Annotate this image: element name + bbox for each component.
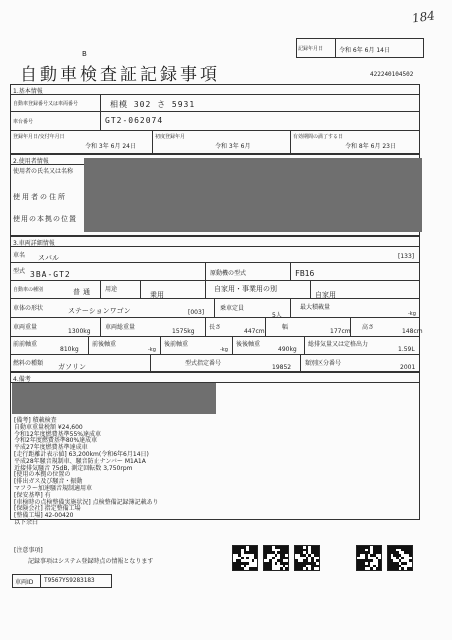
- vehicle-id-value: T9567YS9283183: [44, 577, 95, 584]
- qr-module: [300, 567, 303, 570]
- qr-module: [285, 567, 288, 570]
- handwritten-mark: 184: [411, 8, 436, 26]
- qr-module: [357, 554, 360, 557]
- qr-module: [285, 562, 288, 565]
- reg-date-value: 令和 3年 6月 24日: [85, 143, 136, 150]
- qr-module: [316, 565, 319, 568]
- vehicle-id-label: 車両ID: [15, 579, 34, 586]
- plate-label: 自動車登録番号又は車両番号: [13, 101, 79, 107]
- section-basic-title: 1.基本情報: [13, 88, 43, 95]
- notes-line: マフラー加速騒音規制適用車: [14, 484, 93, 492]
- first-reg-label: 初度登録年月: [155, 134, 186, 140]
- qr-module: [316, 554, 319, 557]
- model-value: 3BA-GT2: [30, 270, 71, 279]
- qr-module: [409, 554, 412, 557]
- section-notes-title: 4.備考: [13, 376, 31, 383]
- user-base-label: 使用の本拠の位置: [13, 215, 77, 223]
- qr-code-4: [356, 545, 382, 571]
- qr-module: [252, 559, 255, 562]
- qr-module: [311, 567, 314, 570]
- qr-module: [316, 559, 319, 562]
- qr-module: [409, 559, 412, 562]
- notes-line: [排出ガス及び騒音・振動: [14, 478, 83, 486]
- record-date-label: 記録年月日: [298, 46, 324, 52]
- notice-label: [注意事項]: [14, 547, 43, 554]
- notes-line: [使用の本拠の位置の: [14, 471, 71, 479]
- shape-value: ステーションワゴン: [68, 307, 131, 315]
- qr-module: [401, 567, 404, 570]
- qr-module: [404, 562, 407, 565]
- shape-code: [003]: [188, 309, 205, 316]
- qr-module: [241, 557, 244, 560]
- notes-line: 近接排気騒音 75dB, 測定回転数 3,750rpm: [14, 464, 133, 472]
- redacted-notes: [12, 383, 216, 414]
- qr-module: [246, 562, 249, 565]
- qr-module: [370, 559, 373, 562]
- section-vehicle-title: 3.車両詳細情報: [13, 240, 55, 247]
- width-label: 幅: [282, 324, 289, 331]
- qr-module: [378, 567, 381, 570]
- model-label: 型式: [13, 268, 26, 275]
- rr-axle-value: 490kg: [278, 346, 297, 353]
- b-mark: B: [82, 50, 87, 58]
- notes-line: [整備工場] 42-00420: [14, 512, 74, 520]
- qr-module: [378, 551, 381, 554]
- qr-module: [306, 567, 309, 570]
- first-reg-value: 令和 3年 6月: [215, 143, 251, 150]
- displacement-label: 総排気量又は定格出力: [308, 341, 369, 348]
- qr-module: [396, 567, 399, 570]
- plate-value: 相模 302 さ 5931: [110, 100, 196, 109]
- notes-line: 以下余白: [14, 518, 39, 526]
- qr-code-5: [387, 545, 413, 571]
- qr-module: [285, 551, 288, 554]
- qr-module: [241, 567, 244, 570]
- class-number-value: 2001: [400, 364, 416, 371]
- width-value: 177cm: [330, 328, 351, 335]
- fr-axle-label: 前後軸重: [92, 341, 117, 348]
- fuel-label: 燃料の種類: [13, 360, 44, 367]
- expiry-label: 有効期間の満了する日: [293, 134, 344, 140]
- document-number: 422240104502: [370, 71, 414, 78]
- length-value: 447cm: [244, 328, 265, 335]
- engine-value: FB16: [295, 269, 315, 278]
- rr-axle-label: 後後軸重: [236, 341, 261, 348]
- page-title: 自動車検査証記録事項: [20, 65, 220, 85]
- displacement-value: 1.59L: [398, 346, 415, 353]
- notice-text: 記録事項はシステム登録時点の情報となります: [28, 558, 154, 565]
- qr-module: [285, 557, 288, 560]
- gross-label: 車両総重量: [105, 324, 136, 331]
- qr-module: [254, 567, 257, 570]
- qr-module: [280, 567, 283, 570]
- notes-line: [保安基準] 有: [14, 491, 51, 499]
- notes-line: 平成27年度燃費基準達成車: [14, 444, 88, 452]
- qr-module: [401, 557, 404, 560]
- expiry-value: 令和 8年 6月 23日: [345, 143, 396, 150]
- notes-line: [保険会社] 指定整備工場: [14, 505, 81, 513]
- kind-label: 自動車の種別: [13, 287, 44, 293]
- business-value: 自家用: [315, 291, 336, 299]
- weight-label: 車両重量: [13, 324, 38, 331]
- ff-axle-label: 前前軸重: [13, 341, 38, 348]
- qr-module: [272, 557, 275, 560]
- chassis-label: 車台番号: [13, 119, 34, 125]
- engine-label: 原動機の型式: [210, 270, 247, 277]
- section-user-title: 2.使用者情報: [13, 158, 49, 165]
- notes-line: 令和2年度燃費基準80%達成車: [14, 437, 98, 445]
- qr-module: [275, 562, 278, 565]
- qr-code-3: [294, 545, 320, 571]
- fuel-value: ガソリン: [58, 363, 86, 371]
- business-label: 自家用・事業用の別: [214, 285, 277, 293]
- rf-axle-value: -kg: [220, 347, 228, 353]
- maxload-label: 最大積載量: [300, 304, 331, 311]
- capacity-value: 5人: [272, 312, 282, 319]
- qr-module: [362, 567, 365, 570]
- height-value: 148cm: [402, 328, 423, 335]
- notes-line: [備考] 積載検査: [14, 417, 57, 424]
- fr-axle-value: -kg: [148, 347, 156, 353]
- record-date-value: 令和 6年 6月 14日: [339, 47, 390, 54]
- user-address-label: 使用者の住所: [13, 193, 67, 201]
- qr-code-2: [263, 545, 289, 571]
- notes-line: 自動車重量税額 ¥24,600: [14, 423, 83, 431]
- user-name-label: 使用者の氏名又は名称: [13, 168, 74, 175]
- weight-value: 1300kg: [68, 328, 91, 335]
- use-label: 用途: [105, 286, 118, 293]
- qr-module: [409, 567, 412, 570]
- type-number-label: 型式指定番号: [185, 360, 222, 367]
- shape-label: 車体の形状: [13, 305, 44, 312]
- capacity-label: 乗車定員: [220, 305, 245, 312]
- rf-axle-label: 後前軸重: [164, 341, 189, 348]
- qr-module: [269, 567, 272, 570]
- notes-line: [車検時の点検整備実施状況] 点検整備記録簿記載あり: [14, 498, 159, 506]
- qr-module: [264, 557, 267, 560]
- notes-line: 平成28年騒音規制車、騒音防止ナンバー M1A1A: [14, 457, 146, 465]
- class-number-label: 類別区分番号: [305, 360, 342, 367]
- length-label: 長さ: [209, 324, 222, 331]
- type-number-value: 19852: [272, 364, 292, 371]
- maker-label: 車名: [13, 252, 26, 259]
- qr-module: [275, 554, 278, 557]
- reg-date-label: 登録年月日/交付年月日: [13, 134, 65, 140]
- height-label: 高さ: [362, 324, 375, 331]
- kind-value: 普通: [73, 288, 93, 296]
- use-value: 乗用: [150, 291, 164, 299]
- qr-module: [244, 565, 247, 568]
- qr-module: [254, 557, 257, 560]
- notes-line: 令和12年度燃費基準55%達成車: [14, 430, 101, 438]
- redacted-user-info: [84, 158, 422, 232]
- gross-value: 1575kg: [172, 328, 195, 335]
- qr-module: [370, 567, 373, 570]
- maker-code: [133]: [398, 253, 415, 260]
- maxload-value: -kg: [408, 311, 416, 317]
- notes-line: [走行距離計表示値] 63,200km(令和6年6月14日): [14, 450, 149, 458]
- chassis-value: GT2-062074: [105, 116, 164, 125]
- qr-module: [246, 557, 249, 560]
- ff-axle-value: 810kg: [60, 346, 79, 353]
- maker-value: スバル: [38, 254, 59, 262]
- qr-code-1: [232, 545, 258, 571]
- notes-list: [14, 418, 159, 527]
